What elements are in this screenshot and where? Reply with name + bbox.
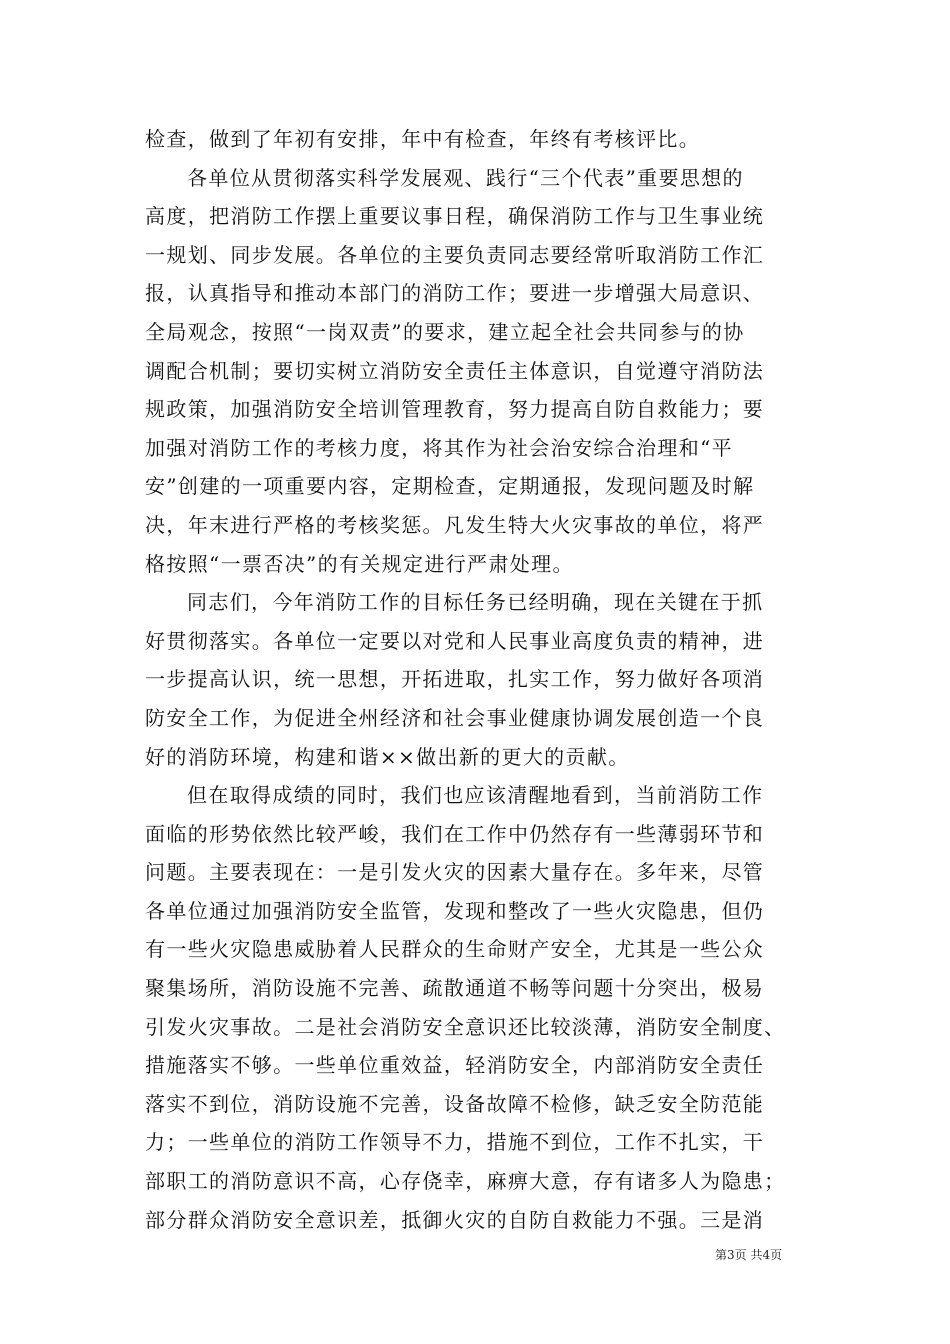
text-line: 安”创建的一项重要内容，定期检查，定期通报，发现问题及时解: [145, 474, 755, 499]
text-line: 报，认真指导和推动本部门的消防工作；要进一步增强大局意识、: [145, 281, 765, 306]
text-line: 有一些火灾隐患威胁着人民群众的生命财产安全，尤其是一些公众: [145, 937, 765, 962]
text-line: 检查，做到了年初有安排，年中有检查，年终有考核评比。: [145, 127, 701, 151]
text-line: 同志们，今年消防工作的目标任务已经明确，现在关键在于抓: [187, 590, 764, 615]
text-line: 部分群众消防安全意识差，抵御火灾的自防自救能力不强。三是消: [145, 1207, 765, 1232]
footer-middle: 页 共: [734, 1248, 763, 1262]
text-line: 规政策，加强消防安全培训管理教育，努力提高自防自救能力；要: [145, 397, 765, 422]
text-line: 措施落实不够。一些单位重效益，轻消防安全，内部消防安全责任: [145, 1053, 765, 1078]
text-line: 引发火灾事故。二是社会消防安全意识还比较淡薄，消防安全制度、: [145, 1014, 786, 1039]
page-footer: [715, 1247, 782, 1263]
text-line: 但在取得成绩的同时，我们也应该清醒地看到，当前消防工作: [187, 783, 764, 808]
footer-current-page: 3: [727, 1248, 735, 1262]
text-line: 力；一些单位的消防工作领导不力，措施不到位，工作不扎实，干: [145, 1130, 765, 1155]
text-line: 好的消防环境，构建和谐××做出新的更大的贡献。: [145, 744, 630, 769]
text-line: 各单位从贯彻落实科学发展观、践行“三个代表”重要思想的: [187, 165, 744, 190]
footer-prefix: 第: [715, 1248, 728, 1262]
text-line: 加强对消防工作的考核力度，将其作为社会治安综合治理和“平: [145, 435, 734, 460]
text-line: 落实不到位，消防设施不完善，设备故障不检修，缺乏安全防范能: [145, 1091, 765, 1116]
body-text: [145, 120, 805, 1239]
footer-total-pages: 4: [762, 1248, 771, 1262]
text-line: 一步提高认识，统一思想，开拓进取，扎实工作，努力做好各项消: [145, 667, 765, 692]
text-line: 部职工的消防意识不高，心存侥幸，麻痹大意，存有诸多人为隐患；: [145, 1169, 786, 1194]
text-line: 决，年末进行严格的考核奖惩。凡发生特大火灾事故的单位，将严: [145, 512, 765, 537]
text-line: 问题。主要表现在：一是引发火灾的因素大量存在。多年来，尽管: [145, 860, 765, 885]
text-line: 防安全工作，为促进全州经济和社会事业健康协调发展创造一个良: [145, 705, 765, 730]
text-line: 一规划、同步发展。各单位的主要负责同志要经常听取消防工作汇: [145, 242, 765, 267]
text-line: 全局观念，按照“一岗双责”的要求，建立起全社会共同参与的协: [145, 319, 745, 344]
text-line: 聚集场所，消防设施不完善、疏散通道不畅等问题十分突出，极易: [145, 976, 765, 1001]
text-line: 高度，把消防工作摆上重要议事日程，确保消防工作与卫生事业统: [145, 204, 765, 229]
text-line: 面临的形势依然比较严峻，我们在工作中仍然存有一些薄弱环节和: [145, 821, 765, 846]
text-line: 调配合机制；要切实树立消防安全责任主体意识，自觉遵守消防法: [145, 358, 765, 383]
text-line: 格按照“一票否决”的有关规定进行严肃处理。: [145, 551, 574, 576]
text-line: 各单位通过加强消防安全监管，发现和整改了一些火灾隐患，但仍: [145, 898, 765, 923]
text-line: 好贯彻落实。各单位一定要以对党和人民事业高度负责的精神，进: [145, 628, 765, 653]
footer-suffix: 页: [770, 1248, 783, 1262]
